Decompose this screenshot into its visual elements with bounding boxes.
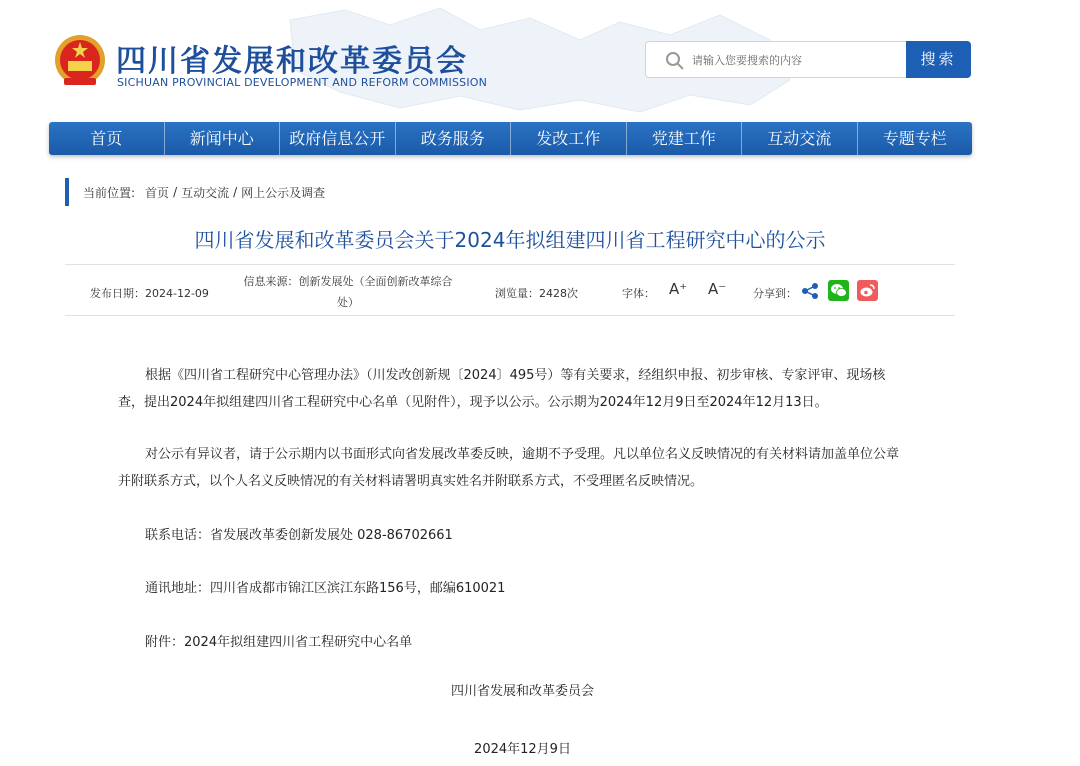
- article-paragraph: 对公示有异议者，请于公示期内以书面形式向省发展改革委反映，逾期不予受理。凡以单位名义反映情况的有关材料请加盖单位公章并附联系方式，以个人名义反映情况的有关材料请署明真实姓名并附联系方式，不受理匿名反映情况。: [118, 447, 900, 489]
- breadcrumb-current[interactable]: 网上公示及调查: [241, 185, 326, 200]
- national-emblem-icon: [53, 33, 107, 89]
- font-size-label: 字体：: [622, 287, 655, 300]
- view-count: 浏览量：2428次: [495, 287, 578, 300]
- search-button[interactable]: 搜索: [906, 41, 971, 78]
- nav-item-party[interactable]: 党建工作: [627, 122, 743, 155]
- font-decrease-button[interactable]: A⁻: [708, 280, 727, 298]
- info-source: 信息来源：创新发展处（全面创新改革综合处）: [243, 275, 453, 309]
- nav-item-interaction[interactable]: 互动交流: [742, 122, 858, 155]
- search-icon: [665, 51, 685, 71]
- search-input[interactable]: [692, 50, 897, 70]
- nav-item-services[interactable]: 政务服务: [396, 122, 512, 155]
- mailing-address: 通讯地址：四川省成都市锦江区滨江东路156号，邮编610021: [145, 581, 506, 596]
- search-box: [645, 41, 906, 78]
- breadcrumb-home[interactable]: 首页: [145, 185, 170, 200]
- breadcrumb-separator: /: [233, 185, 238, 199]
- breadcrumb-interaction[interactable]: 互动交流: [181, 185, 230, 200]
- nav-item-news[interactable]: 新闻中心: [165, 122, 281, 155]
- article-title: 四川省发展和改革委员会关于2024年拟组建四川省工程研究中心的公示: [194, 228, 826, 252]
- main-nav: [49, 122, 972, 155]
- breadcrumb-marker: [65, 178, 69, 206]
- contact-phone: 联系电话：省发展改革委创新发展处 028-86702661: [145, 528, 453, 543]
- weibo-share-icon[interactable]: [857, 280, 878, 301]
- nav-item-topics[interactable]: 专题专栏: [882, 129, 947, 148]
- share-label: 分享到：: [753, 287, 797, 300]
- attachment-link[interactable]: 附件：2024年拟组建四川省工程研究中心名单: [145, 635, 413, 650]
- breadcrumb-separator: /: [173, 185, 178, 199]
- signature-date: 2024年12月9日: [474, 742, 571, 757]
- publish-date: 发布日期：2024-12-09: [90, 287, 209, 300]
- share-icon[interactable]: [801, 282, 819, 300]
- nav-item-gov-info[interactable]: 政府信息公开: [280, 122, 396, 155]
- nav-item-reform-work[interactable]: 发改工作: [511, 122, 627, 155]
- breadcrumb: [65, 178, 325, 206]
- article-meta: [65, 264, 955, 316]
- signature-organization: 四川省发展和改革委员会: [450, 684, 594, 699]
- site-subtitle-en: SICHUAN PROVINCIAL DEVELOPMENT AND REFORM COMMISSION: [117, 76, 488, 89]
- wechat-share-icon[interactable]: [828, 280, 849, 301]
- font-increase-button[interactable]: A⁺: [669, 280, 688, 298]
- nav-item-home[interactable]: 首页: [49, 122, 165, 155]
- breadcrumb-label: 当前位置:: [83, 185, 136, 200]
- article-paragraph: 根据《四川省工程研究中心管理办法》（川发改创新规〔2024〕495号）等有关要求，经组织申报、初步审核、专家评审、现场核查，提出2024年拟组建四川省工程研究中心名单（见附件），现予以公示。公示期为2024年12月9日至2024年12月13日。: [118, 368, 886, 410]
- site-title: 四川省发展和改革委员会: [116, 44, 468, 79]
